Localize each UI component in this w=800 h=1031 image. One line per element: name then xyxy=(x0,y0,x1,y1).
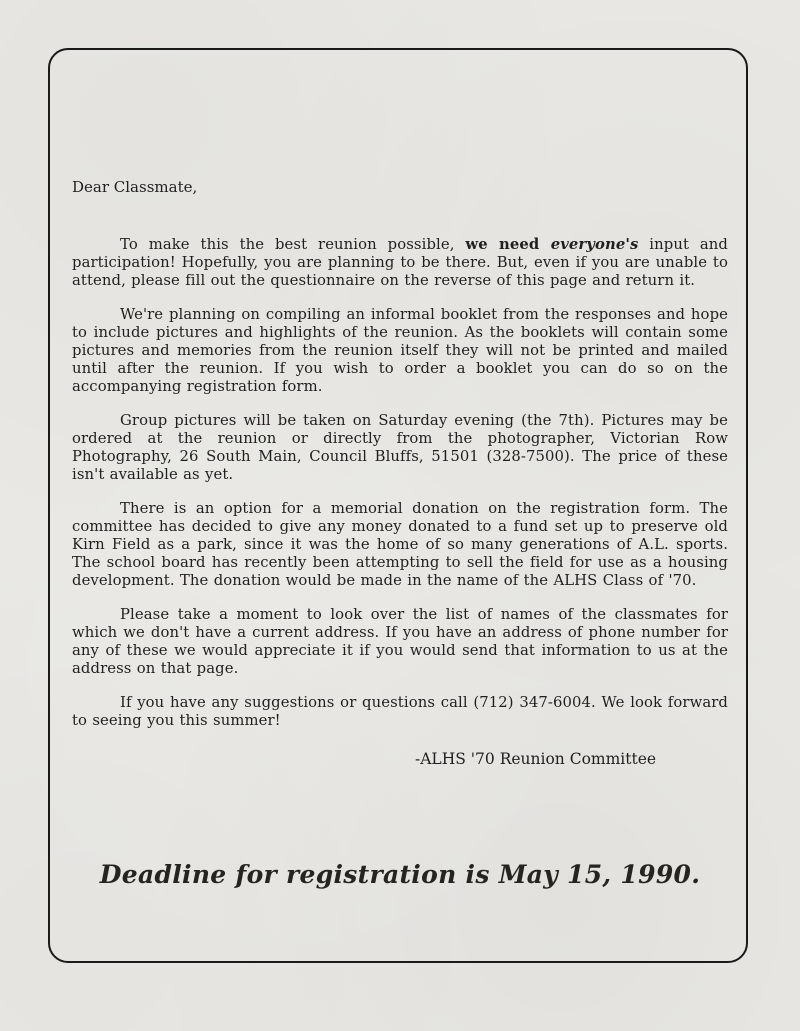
paragraph-participation-pre: To make this the best reunion possible, xyxy=(120,236,466,253)
paragraph-participation-emphasis: everyone's xyxy=(550,236,639,253)
paragraph-memorial-donation: There is an option for a memorial donation on the registration form. The committee has decided to give any money donated to a fund set up to preserve old Kirn Field as a park, since it was the home of so many generations of A.L. sports. The school board has recently been attempting to sell the field for use as a housing development. The donation would be made in the name of the ALHS Class of '70. xyxy=(72,500,728,589)
signature-line: -ALHS '70 Reunion Committee xyxy=(415,750,657,768)
paragraph-participation xyxy=(72,236,728,290)
letter-content xyxy=(72,178,728,890)
paragraph-group-pictures: Group pictures will be taken on Saturday evening (the 7th). Pictures may be ordered at the reunion or directly from the photographer, Victorian Row Photography, 26 South Main, Council Bluffs, 51501 (328-7500). The price of these isn't available as yet. xyxy=(72,412,728,483)
salutation: Dear Classmate, xyxy=(72,178,198,196)
deadline-notice: Deadline for registration is May 15, 1990. xyxy=(99,860,701,889)
paragraph-participation-bold: we need xyxy=(465,236,551,253)
paragraph-booklet: We're planning on compiling an informal booklet from the responses and hope to include pictures and highlights of the reunion. As the booklets will contain some pictures and memories from the reunion itself they will not be printed and mailed until after the reunion. If you wish to order a booklet you can do so on the accompanying registration form. xyxy=(72,306,728,395)
paragraph-participation-post: input and participation! Hopefully, you are planning to be there. But, even if you are unable to attend, please fill out the questionnaire on the reverse of this page and return it. xyxy=(72,236,728,289)
paragraph-missing-addresses: Please take a moment to look over the list of names of the classmates for which we don't have a current address. If you have an address of phone number for any of these we would appreciate it if you would send that information to us at the address on that page. xyxy=(72,606,728,677)
paragraph-contact: If you have any suggestions or questions call (712) 347-6004. We look forward to seeing you this summer! xyxy=(72,694,728,729)
